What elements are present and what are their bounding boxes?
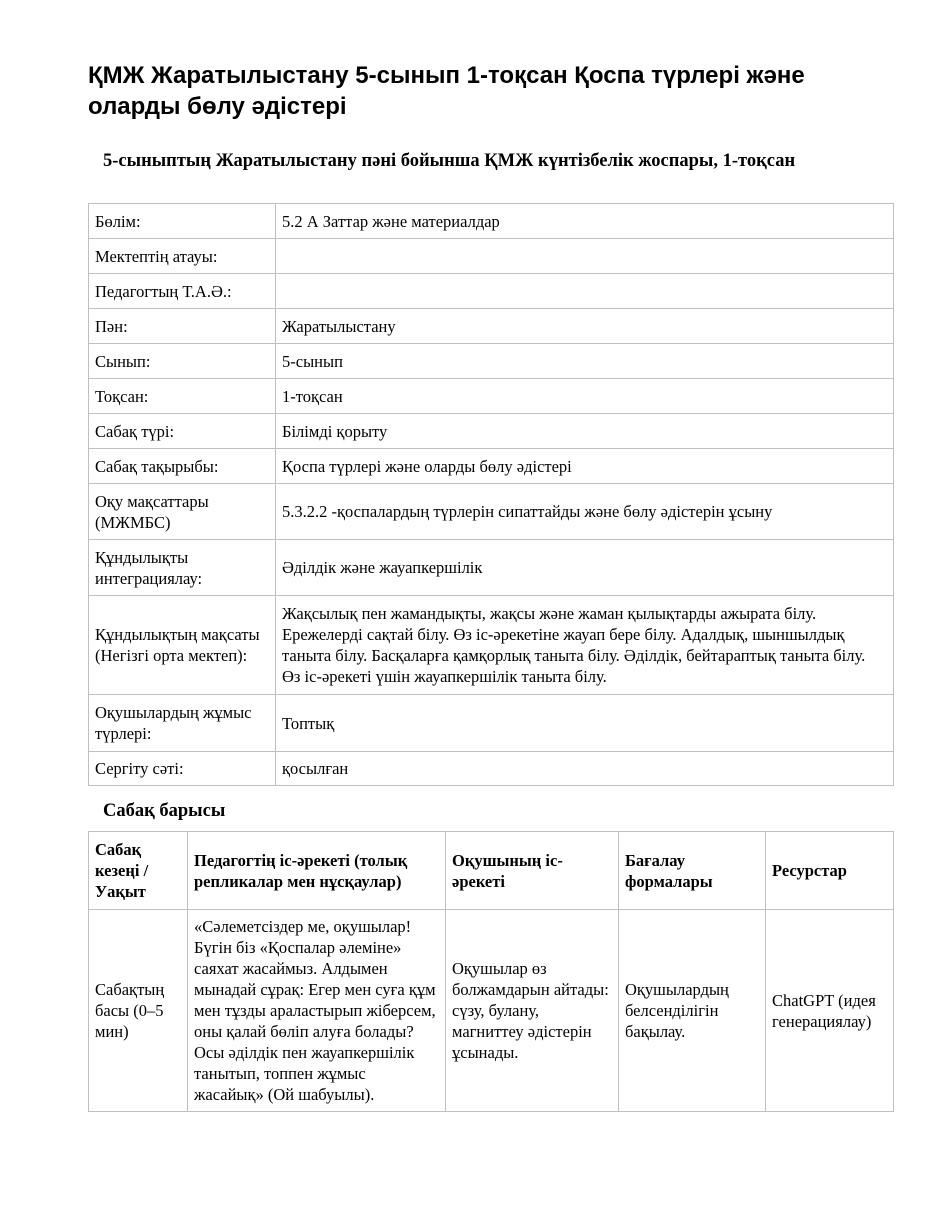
header-assessment: Бағалау формалары (619, 832, 766, 910)
info-table (88, 203, 894, 786)
info-label: Құндылықты интеграциялау: (89, 540, 276, 596)
info-value: Қоспа түрлері және оларды бөлу әдістері (276, 449, 894, 484)
table-row (89, 540, 894, 596)
cell-student: Оқушылар өз болжамдарын айтады: сүзу, булану, магниттеу әдістерін ұсынады. (446, 910, 619, 1112)
info-label: Сынып: (89, 344, 276, 379)
info-value: 1-тоқсан (276, 379, 894, 414)
cell-resources: ChatGPT (идея генерациялау) (766, 910, 894, 1112)
table-row (89, 274, 894, 309)
info-label: Педагогтың Т.А.Ә.: (89, 274, 276, 309)
info-value: 5-сынып (276, 344, 894, 379)
info-value: Жақсылық пен жамандықты, жақсы және жаман қылықтарды ажырата білу. Ережелерді сақтай білу. Өз іс-әрекетіне жауап бере білу. Адалдық, шыншылдық танытa білу. Басқаларға қамқорлық танытa білу. Әділдік, бейтараптық танытa білу. Өз іс-әрекеті үшін жауапкершілік танытa білу. (276, 596, 894, 695)
info-value: қосылған (276, 752, 894, 786)
table-row (89, 344, 894, 379)
table-row (89, 414, 894, 449)
info-label: Пән: (89, 309, 276, 344)
lesson-heading: Сабақ барысы (103, 801, 226, 821)
header-student: Оқушының іс-әрекеті (446, 832, 619, 910)
lesson-table (88, 831, 894, 1112)
table-row (89, 484, 894, 540)
info-label: Мектептің атауы: (89, 239, 276, 274)
table-row (89, 204, 894, 239)
lesson-header-row (89, 832, 894, 910)
info-value: Білімді қорыту (276, 414, 894, 449)
table-row (89, 752, 894, 786)
table-row (89, 239, 894, 274)
header-stage: Сабақ кезеңі / Уақыт (89, 832, 188, 910)
info-value (276, 274, 894, 309)
info-label: Оқу мақсаттары (МЖМБС) (89, 484, 276, 540)
info-label: Сабақ тақырыбы: (89, 449, 276, 484)
info-value: Жаратылыстану (276, 309, 894, 344)
cell-assessment: Оқушылардың белсенділігін бақылау. (619, 910, 766, 1112)
info-label: Құндылықтың мақсаты (Негізгі орта мектеп): (89, 596, 276, 695)
header-resources: Ресурстар (766, 832, 894, 910)
table-row (89, 910, 894, 1112)
document-subtitle: 5-сыныптың Жаратылыстану пәні бойынша ҚМЖ күнтізбелік жоспары, 1-тоқсан (103, 151, 796, 171)
info-value: 5.2 А Заттар және материалдар (276, 204, 894, 239)
info-label: Сабақ түрі: (89, 414, 276, 449)
table-row (89, 695, 894, 752)
info-value: Әділдік және жауапкершілік (276, 540, 894, 596)
document-title: ҚМЖ Жаратылыстану 5-сынып 1-тоқсан Қоспа түрлері және оларды бөлу әдістері (88, 62, 805, 120)
table-row (89, 449, 894, 484)
header-teacher: Педагогтің іс-әрекеті (толық репликалар мен нұсқаулар) (188, 832, 446, 910)
info-label: Тоқсан: (89, 379, 276, 414)
table-row (89, 309, 894, 344)
table-row (89, 596, 894, 695)
table-row (89, 379, 894, 414)
info-label: Оқушылардың жұмыс түрлері: (89, 695, 276, 752)
info-value (276, 239, 894, 274)
info-value: Топтық (276, 695, 894, 752)
info-label: Сергіту сәті: (89, 752, 276, 786)
cell-teacher: «Сәлеметсіздер ме, оқушылар! Бүгін біз «Қоспалар әлеміне» саяхат жасаймыз. Алдымен мынадай сұрақ: Егер мен суға құм мен тұзды араластырып жіберсем, оны қалай бөліп алуға болады? Осы әділдік пен жауапкершілік танытып, топпен жұмыс жасайық» (Ой шабуылы). (188, 910, 446, 1112)
info-value: 5.3.2.2 -қоспалардың түрлерін сипаттайды және бөлу әдістерін ұсыну (276, 484, 894, 540)
info-label: Бөлім: (89, 204, 276, 239)
cell-stage: Сабақтың басы (0–5 мин) (89, 910, 188, 1112)
